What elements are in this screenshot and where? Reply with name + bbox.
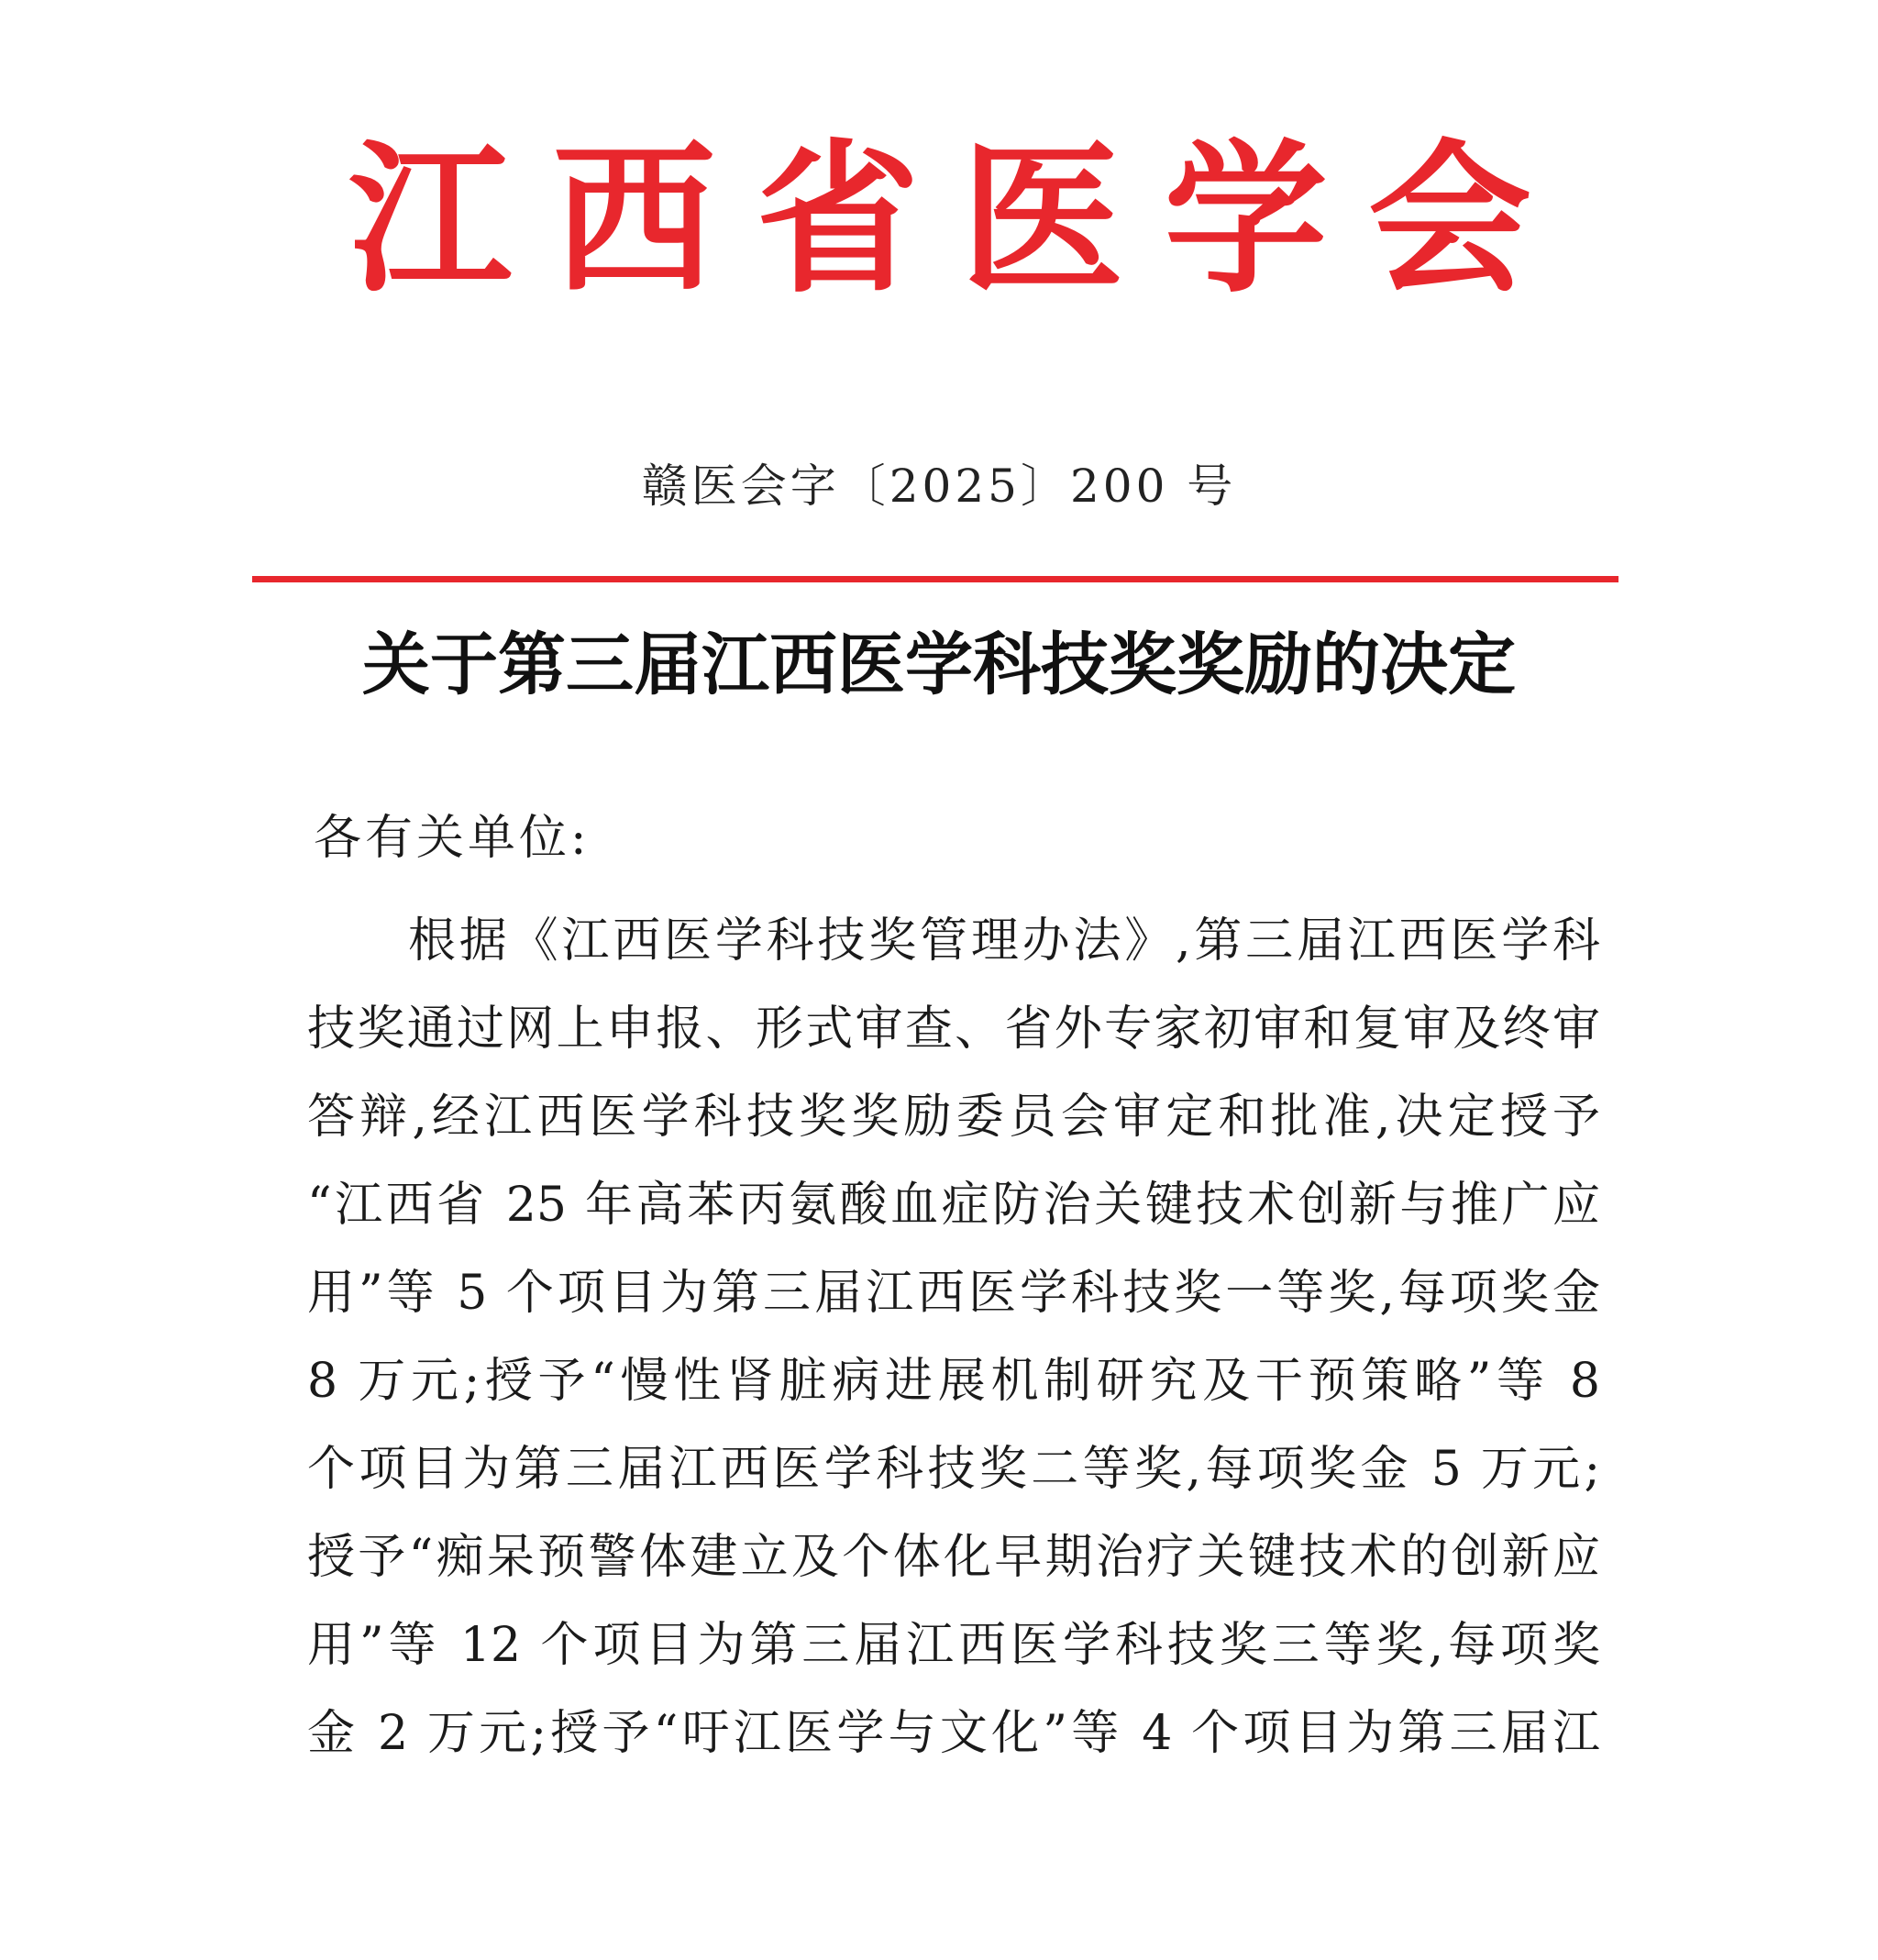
org-name-char: 西	[552, 123, 716, 315]
body-line: “江西省 25 年高苯丙氨酸血症防治关键技术创新与推广应	[307, 1178, 1600, 1233]
org-name-char: 江	[348, 123, 512, 315]
organization-name-header	[348, 123, 1531, 315]
body-line: 个项目为第三届江西医学科技奖二等奖,每项奖金 5 万元;	[307, 1442, 1600, 1497]
salutation: 各有关单位:	[314, 811, 591, 866]
org-name-char: 省	[756, 123, 920, 315]
org-name-char: 学	[1164, 123, 1328, 315]
body-line: 8 万元;授予“慢性肾脏病进展机制研究及干预策略”等 8	[307, 1354, 1600, 1409]
body-line: 根据《江西医学科技奖管理办法》,第三届江西医学科	[408, 914, 1600, 969]
body-line: 答辩,经江西医学科技奖奖励委员会审定和批准,决定授予	[307, 1090, 1600, 1145]
body-line: 金 2 万元;授予“吁江医学与文化”等 4 个项目为第三届江	[307, 1706, 1600, 1761]
body-text	[307, 897, 1600, 1777]
org-name-char: 医	[960, 123, 1124, 315]
org-name-char: 会	[1367, 123, 1531, 315]
red-divider-line	[252, 576, 1618, 582]
body-line: 授予“痴呆预警体建立及个体化早期治疗关键技术的创新应	[307, 1530, 1600, 1585]
document-number: 赣医会字〔2025〕200 号	[641, 460, 1237, 513]
document-title: 关于第三届江西医学科技奖奖励的决定	[362, 626, 1516, 704]
body-line: 技奖通过网上申报、形式审查、省外专家初审和复审及终审	[307, 1002, 1600, 1057]
body-line: 用”等 12 个项目为第三届江西医学科技奖三等奖,每项奖	[307, 1618, 1600, 1673]
body-line: 用”等 5 个项目为第三届江西医学科技奖一等奖,每项奖金	[307, 1266, 1600, 1321]
